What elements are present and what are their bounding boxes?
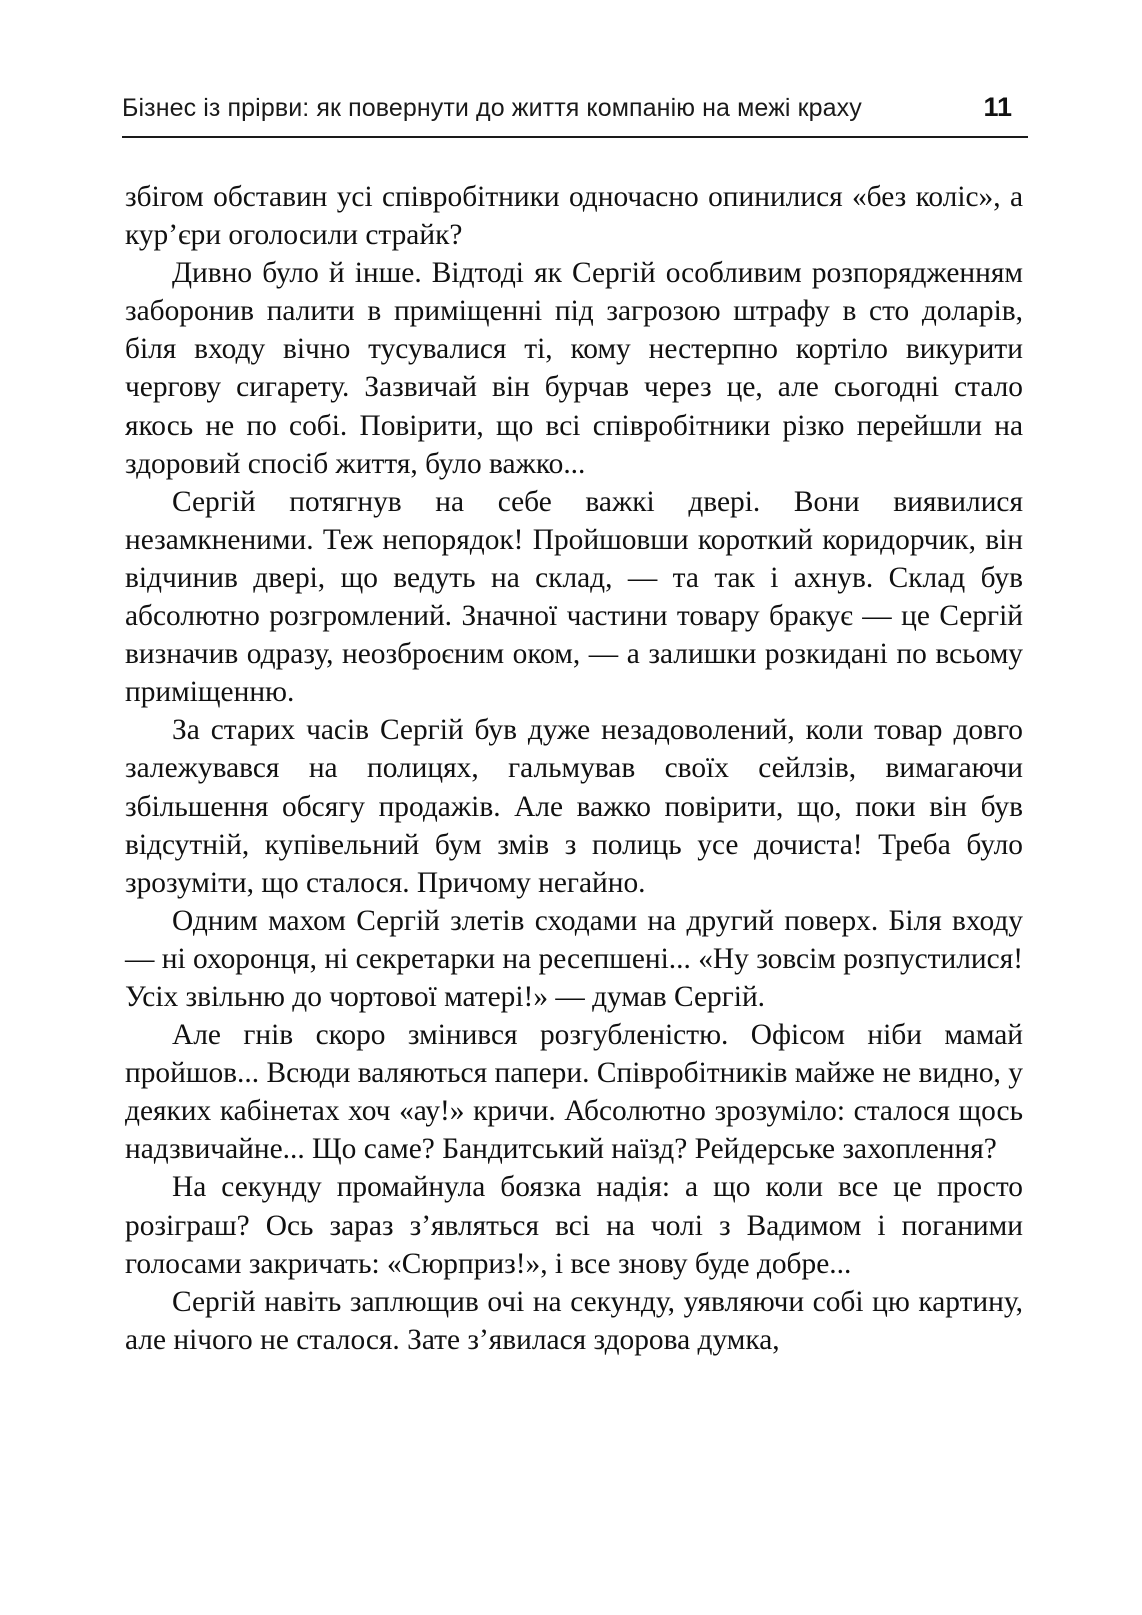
paragraph: збігом обставин усі співробітники одночасно опинилися «без коліс», а кур’єри оголосили страйк? [125, 181, 1023, 252]
book-title: Бізнес із прірви: як повернути до життя компанію на межі краху [122, 94, 862, 122]
paragraph: На секунду промайнула боязка надія: а що коли все це просто розіграш? Ось зараз з’являться всі на чолі з Вадимом і поганими голосами закричать: «Сюрприз!», і все знову буде добре... [125, 1171, 1023, 1280]
paragraph: Але гнів скоро змінився розгубленістю. Офісом ніби мамай пройшов... Всюди валяються папери. Співробітників майже не видно, у деяких кабінетах хоч «ау!» кричи. Абсолютно зрозуміло: сталося щось надзвичайне... Що саме? Бандитський наїзд? Рейдерське захоплення? [125, 1019, 1023, 1166]
page-number: 11 [983, 92, 1012, 122]
header-divider [122, 136, 1028, 138]
paragraph: За старих часів Сергій був дуже незадоволений, коли товар довго залежувався на полицях, гальмував своїх сейлзів, вимагаючи збільшення обсягу продажів. Але важко повірити, що, поки він був відсутній, купівельний бум змів з полиць усе дочиста! Треба було зрозуміти, що сталося. Причому негайно. [125, 714, 1023, 899]
body-text [125, 178, 1023, 1359]
running-header [122, 90, 1022, 130]
paragraph: Сергій потягнув на себе важкі двері. Вони виявилися незамкненими. Теж непорядок! Пройшовши короткий коридорчик, він відчинив двері, що ведуть на склад, — та так і ахнув. Склад був абсолютно розгромлений. Значної частини товару бракує — це Сергій визначив одразу, неозброєним оком, — а залишки розкидані по всьому приміщенню. [125, 485, 1023, 709]
paragraph: Одним махом Сергій злетів сходами на другий поверх. Біля входу — ні охоронця, ні секретарки на ресепшені... «Ну зовсім розпустилися! Усіх звільню до чортової матері!» — думав Сергій. [125, 904, 1023, 1013]
paragraph: Дивно було й інше. Відтоді як Сергій особливим розпорядженням заборонив палити в приміщенні під загрозою штрафу в сто доларів, біля входу вічно тусувалися ті, кому нестерпно кортіло викурити чергову сигарету. Зазвичай він бурчав через це, але сьогодні стало якось не по собі. Повірити, що всі співробітники різко перейшли на здоровий спосіб життя, було важко... [125, 257, 1023, 480]
paragraph: Сергій навіть заплющив очі на секунду, уявляючи собі цю картину, але нічого не сталося. Зате з’явилася здорова думка, [125, 1285, 1023, 1356]
